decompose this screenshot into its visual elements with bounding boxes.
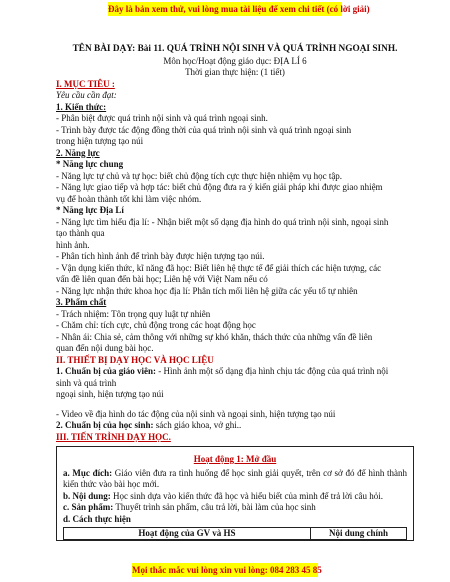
quality-line: - Trách nhiệm: Tôn trọng quy luật tự nhiên	[56, 308, 211, 319]
teacher-prep-line: sinh và quá trình	[56, 377, 117, 388]
knowledge-heading: 1. Kiến thức:	[56, 101, 107, 112]
geo-ability-line: - Năng lực nhận thức khoa học địa lí: Phân tích mối liên hệ giữa các yếu tố tự nhiên	[56, 285, 358, 296]
geo-ability-line: - Năng lực tìm hiểu địa lí: - Nhận biết một số dạng địa hình do quá trình nội sinh, ngoại sinh	[56, 216, 389, 227]
time-line: Thời gian thực hiện: (1 tiết)	[185, 67, 285, 77]
activity-product	[63, 502, 407, 514]
content-text: Học sinh dựa vào kiến thức đã học và hiểu biết của mình để trả lời câu hỏi.	[110, 490, 383, 501]
activity-table	[63, 527, 407, 540]
geo-ability-line: vấn đề liên quan đến bài học; Liên hệ với Việt Nam nếu có	[56, 274, 268, 284]
geo-ability-line: hình ảnh.	[56, 239, 90, 250]
lesson-title: TÊN BÀI DẠY: Bài 11. QUÁ TRÌNH NỘI SINH VÀ QUÁ TRÌNH NGOẠI SINH.	[72, 44, 398, 54]
table-header-content: Nội dung chính	[310, 528, 406, 540]
teacher-prep-line: ngoại sinh, hiện tượng tạo núi	[56, 389, 164, 399]
general-ability-line: - Năng lực tự chủ và tự học: biết chủ động tích cực thực hiện nhiệm vụ học tập.	[56, 170, 343, 181]
quality-heading: 3. Phẩm chất	[56, 297, 107, 307]
aim-label: a. Mục đích:	[63, 467, 113, 478]
aim-text: Giáo viên đưa ra tình huống để học sinh giải quyết, trên cơ sở đó để hình thành kiến thức vào bài học mới.	[63, 467, 408, 489]
general-ability-line: - Năng lực giao tiếp và hợp tác: biết chủ động đưa ra ý kiến giải pháp khi được giao nhiệm	[56, 182, 383, 192]
quality-line: - Chăm chỉ: tích cực, chủ động trong các hoạt động học	[56, 320, 256, 330]
teacher-prep-text: - Hình ảnh một số dạng địa hình chịu tác động của quá trình nội	[156, 366, 389, 376]
student-prep-label: 2. Chuẩn bị của học sinh:	[56, 420, 154, 430]
quality-line: quan đến nội dung bài học.	[56, 343, 154, 353]
section-3-heading: III. TIẾN TRÌNH DẠY HỌC.	[56, 431, 171, 442]
subject-line: Môn học/Hoạt động giáo dục: ĐỊA LÍ 6	[163, 55, 307, 66]
teacher-prep	[56, 366, 414, 378]
product-text: Thuyết trình sản phẩm, câu trả lời, bài làm của học sinh	[113, 502, 316, 512]
geo-ability-line: - Phân tích hình ảnh để trình bày được hiện tượng tạo núi.	[56, 251, 265, 261]
geo-ability-line: - Vận dụng kiến thức, kĩ năng đã học: Biết liên hệ thực tế để giải thích các hiện tượng, các	[56, 262, 382, 273]
requirement-label: Yêu cầu cần đạt:	[56, 90, 117, 100]
section-2-heading: II. THIẾT BỊ DẠY HỌC VÀ HỌC LIỆU	[56, 354, 214, 365]
ability-heading: 2. Năng lực	[56, 147, 100, 158]
student-prep	[56, 420, 414, 432]
activity-aim	[63, 468, 407, 491]
activity-box	[56, 446, 414, 541]
general-ability-line: vụ để hoàn thành tốt khi làm việc nhóm.	[56, 193, 202, 204]
geo-ability-line: tạo thành qua	[56, 228, 105, 238]
knowledge-line: trong hiện tượng tạo núi	[56, 136, 144, 146]
spacer	[56, 401, 414, 409]
content-label: b. Nội dung:	[63, 490, 111, 501]
general-ability-heading: * Năng lực chung	[56, 159, 124, 169]
table-header-row	[64, 528, 407, 540]
quality-line: - Nhân ái: Chia sẻ, cảm thông với những sự khó khăn, thách thức của những vấn đề liên	[56, 331, 373, 342]
knowledge-line: - Trình bày được tác động đồng thời của quá trình nội sinh và quá trình ngoại sinh	[56, 124, 352, 135]
section-1-heading: I. MỤC TIÊU :	[56, 78, 115, 89]
preview-banner: Đây là bản xem thử, vui lòng mua tài liệu để xem chi tiết (có lời giải)	[108, 4, 370, 14]
lesson-content	[56, 44, 414, 541]
contact-footer: Mọi thắc mắc vui lòng xin vui lòng: 084 283 45 85	[132, 565, 322, 575]
activity-content	[63, 491, 407, 503]
activity-title: Hoạt động 1: Mở đầu	[193, 454, 277, 464]
product-label: c. Sản phẩm:	[63, 502, 114, 512]
teacher-prep-line: - Video về địa hình do tác động của nội sinh và ngoại sinh, hiện tượng tạo núi	[56, 408, 336, 419]
student-prep-text: sách giáo khoa, vở ghi..	[153, 420, 242, 430]
teacher-prep-label: 1. Chuẩn bị của giáo viên:	[56, 366, 157, 376]
method-label: d. Cách thực hiện	[63, 513, 131, 524]
geo-ability-heading: * Năng lực Địa Lí	[56, 205, 124, 215]
knowledge-line: - Phân biệt được quá trình nội sinh và quá trình ngoại sinh.	[56, 113, 268, 123]
table-header-activity: Hoạt động của GV và HS	[64, 528, 311, 540]
